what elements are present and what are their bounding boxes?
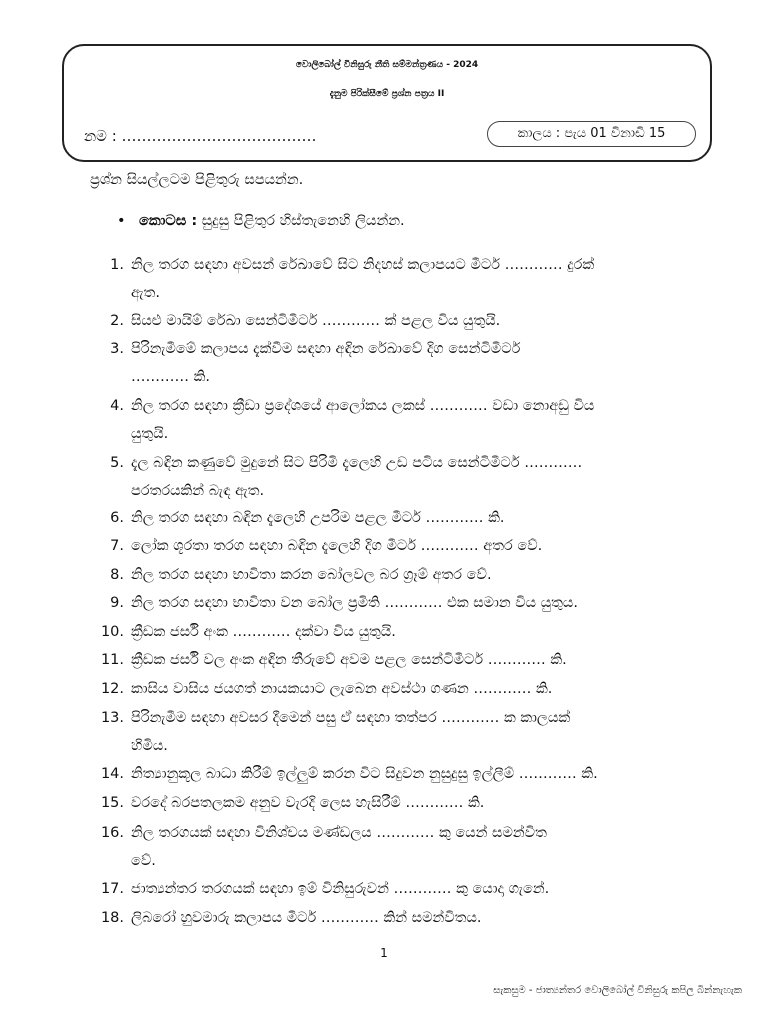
question-number: 17. bbox=[100, 881, 124, 897]
question-text: නිල තරග සඳහා භාවිතා වන බෝල ප්‍රමිති ………… එක සමාන විය යුතුය. bbox=[131, 595, 578, 611]
question-number: 9. bbox=[110, 595, 124, 611]
question-number: 18. bbox=[100, 910, 124, 926]
question-text: නිල තරග සඳහා බඳින දැලෙහි උපරිම පළල මීටර් ………… කි. bbox=[131, 510, 505, 526]
name-field: නම : ………………………………… bbox=[84, 127, 317, 145]
question-text: ජාත්‍යන්තර තරගයක් සඳහා ඉම් විනිසුරුවන් ………… කු යොදා ගැනේ. bbox=[131, 881, 550, 897]
question-text: පිරිනැමීමේ කලාපය දැක්වීම සඳහා අඳින රේඛාවේ දිග සෙන්ටිමීටර් bbox=[131, 341, 521, 357]
question-number: 12. bbox=[100, 681, 124, 697]
question-number: 6. bbox=[110, 510, 124, 526]
section-instruction: සුදුසු පිළිතුර හිස්තැනෙහි ලියන්න. bbox=[197, 213, 405, 229]
header-box bbox=[62, 44, 712, 162]
question-number: 8. bbox=[110, 567, 124, 583]
page-number: 1 bbox=[380, 946, 388, 960]
paper-subtitle: දැනුම පිරික්සීමේ ප්‍රශ්න පත්‍රය II bbox=[329, 89, 445, 99]
question-number: 4. bbox=[110, 398, 124, 414]
question-number: 3. bbox=[110, 341, 124, 357]
question-text-continued: ඇත. bbox=[131, 285, 160, 301]
question-text-continued: පරතරයකින් බැඳ ඇත. bbox=[131, 483, 265, 499]
question-text: නිල තරග සඳහා භාවිතා කරන බෝලවල බර ග්‍රෑම් අතර වේ. bbox=[131, 567, 492, 583]
question-number: 15. bbox=[100, 795, 124, 811]
question-text: ක්‍රීඩක ජර්සි වල අංක අඳින තීරුවේ අවම පළල සෙන්ටිමීටර් ………… කි. bbox=[131, 652, 567, 668]
question-number: 2. bbox=[110, 313, 124, 329]
question-text: කාසිය වාසිය ජයගත් නායකයාට ලැබෙන අවස්ථා ගණන ………… කි. bbox=[131, 681, 553, 697]
question-text-continued: යුතුයි. bbox=[131, 426, 169, 442]
question-text: නිත්‍යානුකූල බාධා කිරීම් ඉල්ලුම් කරන විට සිදුවන නුසුදුසු ඉල්ලීම් ………… කි. bbox=[131, 766, 598, 782]
question-number: 10. bbox=[100, 624, 124, 640]
question-text: ලෝක ශූරතා තරග සඳහා බඳින දැලෙහි දිග මීටර් ………… අතර වේ. bbox=[131, 538, 543, 554]
question-text-continued: හිමිය. bbox=[131, 738, 168, 754]
bullet-icon: • bbox=[117, 213, 126, 229]
section-label: කොටස ‍: bbox=[139, 213, 198, 229]
question-text-continued: වේ. bbox=[131, 853, 156, 869]
question-text: දැල බඳින කණුවේ මුදුනේ සිට පිරිමි දැලෙහි උඩ පටිය සෙන්ටිමීටර් ………… bbox=[131, 455, 583, 471]
question-text-continued: ………… කි. bbox=[131, 369, 210, 385]
question-number: 13. bbox=[100, 710, 124, 726]
question-text: පිරිනැමීම සඳහා අවසර දීමෙන් පසු ඒ සඳහා තත්පර ………… ක කාලයක් bbox=[131, 710, 571, 726]
question-text: ලිබරෝ හුවමාරු කලාපය මීටර් ………… කින් සමන්විතය. bbox=[131, 910, 482, 926]
question-text: නිල තරග සඳහා ක්‍රීඩා ප්‍රදේශයේ ආලෝකය ලකස් ………… වඩා නොඅඩු විය bbox=[131, 398, 595, 414]
footer-credit: සැකසුම - ජාත්‍යන්තර වොලිබෝල් විනිසුරු කපිල බින්නැහැක bbox=[493, 985, 742, 996]
question-text: නිල තරගයක් සඳහා විනිශ්චය මණ්ඩලය ………… කු යෙන් සමන්විත bbox=[131, 825, 547, 841]
section-heading bbox=[117, 213, 405, 229]
question-text: සියළු මායිම් රේඛා සෙන්ටිමීටර් ………… ක් පළල විය යුතුයි. bbox=[131, 313, 501, 329]
time-allowed-badge: කාලය ‍: පැය 01 විනාඩි 15 bbox=[487, 121, 696, 147]
question-number: 5. bbox=[110, 455, 124, 471]
question-text: නිල තරග සඳහා අවසන් රේඛාවේ සිට නිදහස් කලාපයට මීටර් ………… දුරක් bbox=[131, 257, 595, 273]
question-number: 14. bbox=[100, 766, 124, 782]
question-text: ක්‍රීඩක ජර්සි අංක ………… දක්වා විය යුතුයි. bbox=[131, 624, 396, 640]
question-number: 11. bbox=[100, 652, 124, 668]
paper-title: වොලිබෝල් විනිසුරු නීති සම්මන්ත්‍රණය - 2024 bbox=[295, 60, 479, 70]
question-text: වරදේ බරපතලකම අනුව වැරදි ලෙස හැසිරීම් ………… කි. bbox=[131, 795, 485, 811]
instruction-text: ප්‍රශ්න සියල්ලටම පිළිතුරු සපයන්න. bbox=[90, 172, 304, 188]
question-number: 1. bbox=[110, 257, 124, 273]
question-number: 16. bbox=[100, 825, 124, 841]
question-number: 7. bbox=[110, 538, 124, 554]
